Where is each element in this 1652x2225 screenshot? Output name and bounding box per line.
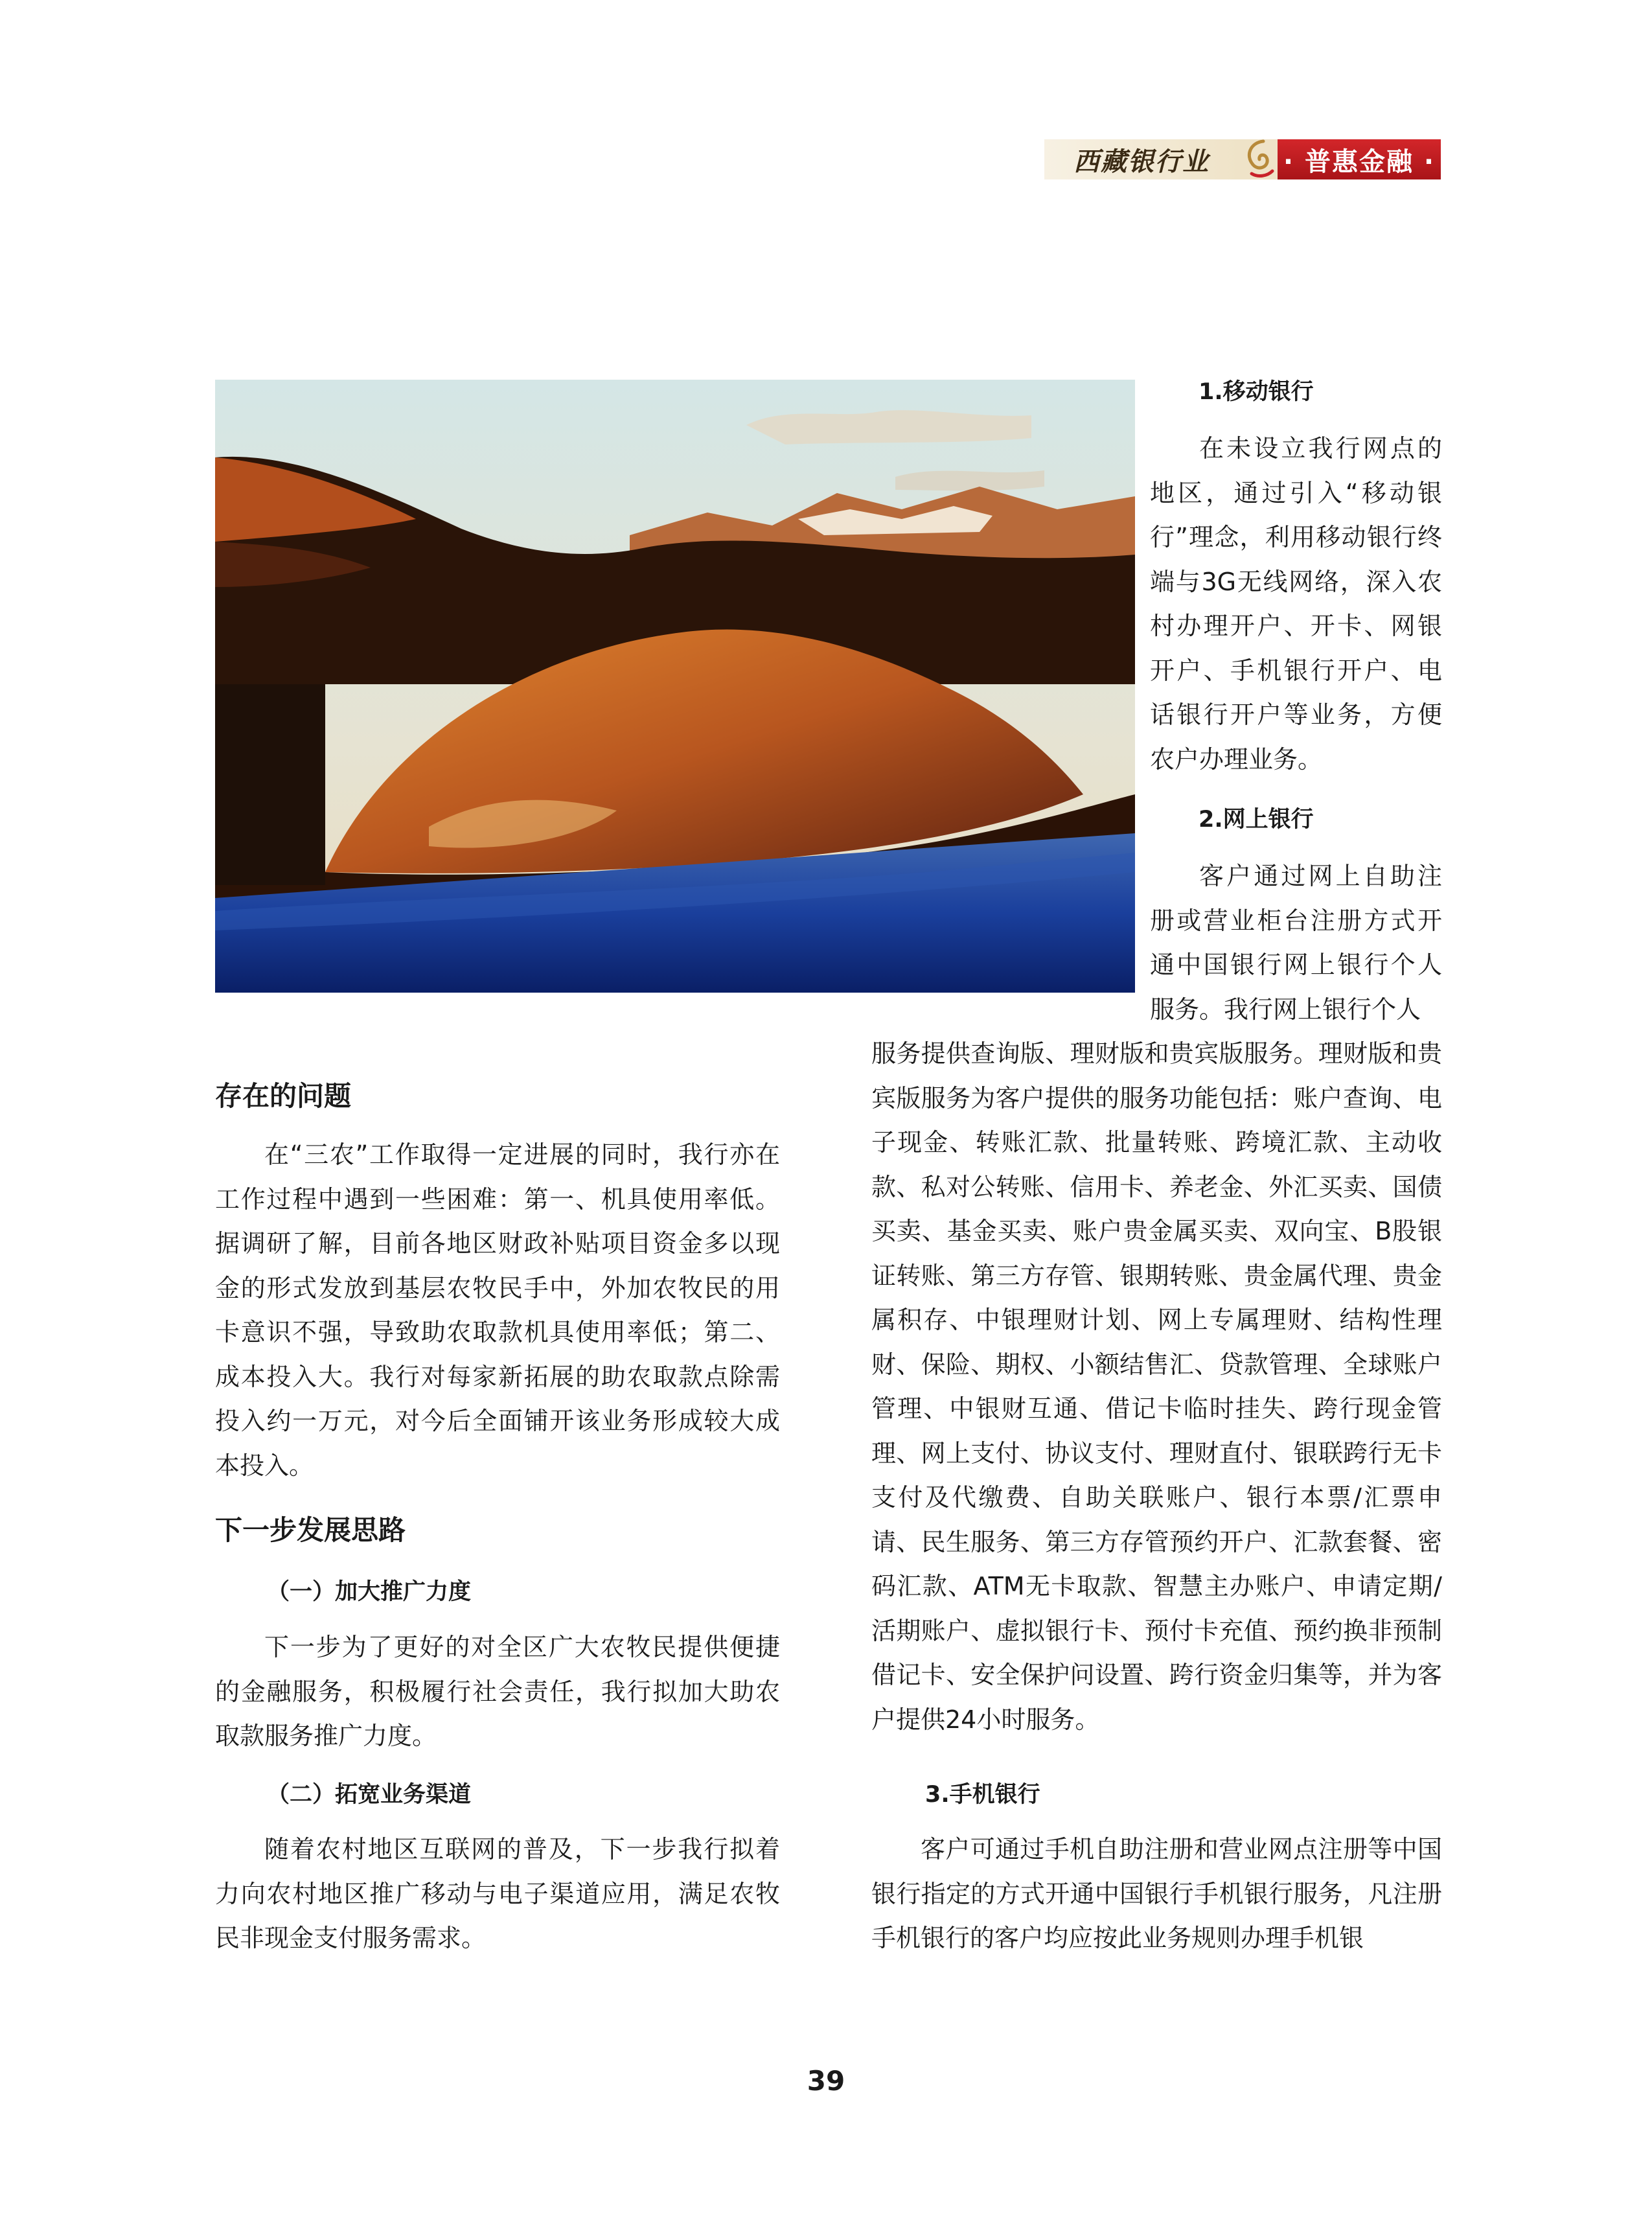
magazine-title: 西藏银行业 <box>1044 139 1239 179</box>
section-title-next-steps: 下一步发展思路 <box>215 1514 406 1546</box>
section-tag: · 普惠金融 · <box>1278 139 1441 179</box>
ornament-swirl-icon <box>1239 136 1278 183</box>
heading-phone-banking: 3.手机银行 <box>925 1782 1040 1808</box>
subheading-promotion: （一）加大推广力度 <box>267 1579 472 1605</box>
heading-online-banking: 2.网上银行 <box>1199 807 1314 833</box>
subheading-channels: （二）拓宽业务渠道 <box>267 1782 472 1808</box>
online-banking-paragraph-top: 客户通过网上自助注册或营业柜台注册方式开通中国银行网上银行个人服务。我行网上银行个人 <box>1150 862 1442 1024</box>
heading-mobile-banking: 1.移动银行 <box>1199 379 1314 405</box>
problems-paragraph: 在“三农”工作取得一定进展的同时，我行亦在工作过程中遇到一些困难：第一、机具使用率低。据调研了解，目前各地区财政补贴项目资金多以现金的形式发放到基层农牧民手中，外加农牧民的用卡意识不强，导致助农取款机具使用率低；第二、成本投入大。我行对每家新拓展的助农取款点除需投入约一万元，对今后全面铺开该业务形成较大成本投入。 <box>215 1140 780 1480</box>
header-banner <box>1044 136 1441 183</box>
mobile-banking-paragraph: 在未设立我行网点的地区，通过引入“移动银行”理念，利用移动银行终端与3G无线网络，深入农村办理开户、开卡、网银开户、手机银行开户、电话银行开户等业务，方便农户办理业务。 <box>1150 434 1442 774</box>
phone-banking-paragraph: 客户可通过手机自助注册和营业网点注册等中国银行指定的方式开通中国银行手机银行服务，凡注册手机银行的客户均应按此业务规则办理手机银 <box>871 1835 1442 1952</box>
landscape-photo <box>215 380 1135 993</box>
channels-paragraph: 随着农村地区互联网的普及，下一步我行拟着力向农村地区推广移动与电子渠道应用，满足农牧民非现金支付服务需求。 <box>215 1835 780 1952</box>
page-number: 39 <box>807 2065 845 2097</box>
online-banking-paragraph-rest: 服务提供查询版、理财版和贵宾版服务。理财版和贵宾版服务为客户提供的服务功能包括：账户查询、电子现金、转账汇款、批量转账、跨境汇款、主动收款、私对公转账、信用卡、养老金、外汇买卖、国债买卖、基金买卖、账户贵金属买卖、双向宝、B股银证转账、第三方存管、银期转账、贵金属代理、贵金属积存、中银理财计划、网上专属理财、结构性理财、保险、期权、小额结售汇、贷款管理、全球账户管理、中银财互通、借记卡临时挂失、跨行现金管理、网上支付、协议支付、理财直付、银联跨行无卡支付及代缴费、自助关联账户、银行本票/汇票申请、民生服务、第三方存管预约开户、汇款套餐、密码汇款、ATM无卡取款、智慧主办账户、申请定期/活期账户、虚拟银行卡、预付卡充值、预约换非预制借记卡、安全保护问设置、跨行资金归集等，并为客户提供24小时服务。 <box>871 1039 1442 1734</box>
section-title-problems: 存在的问题 <box>215 1080 352 1112</box>
promotion-paragraph: 下一步为了更好的对全区广大农牧民提供便捷的金融服务，积极履行社会责任，我行拟加大助农取款服务推广力度。 <box>215 1633 780 1750</box>
